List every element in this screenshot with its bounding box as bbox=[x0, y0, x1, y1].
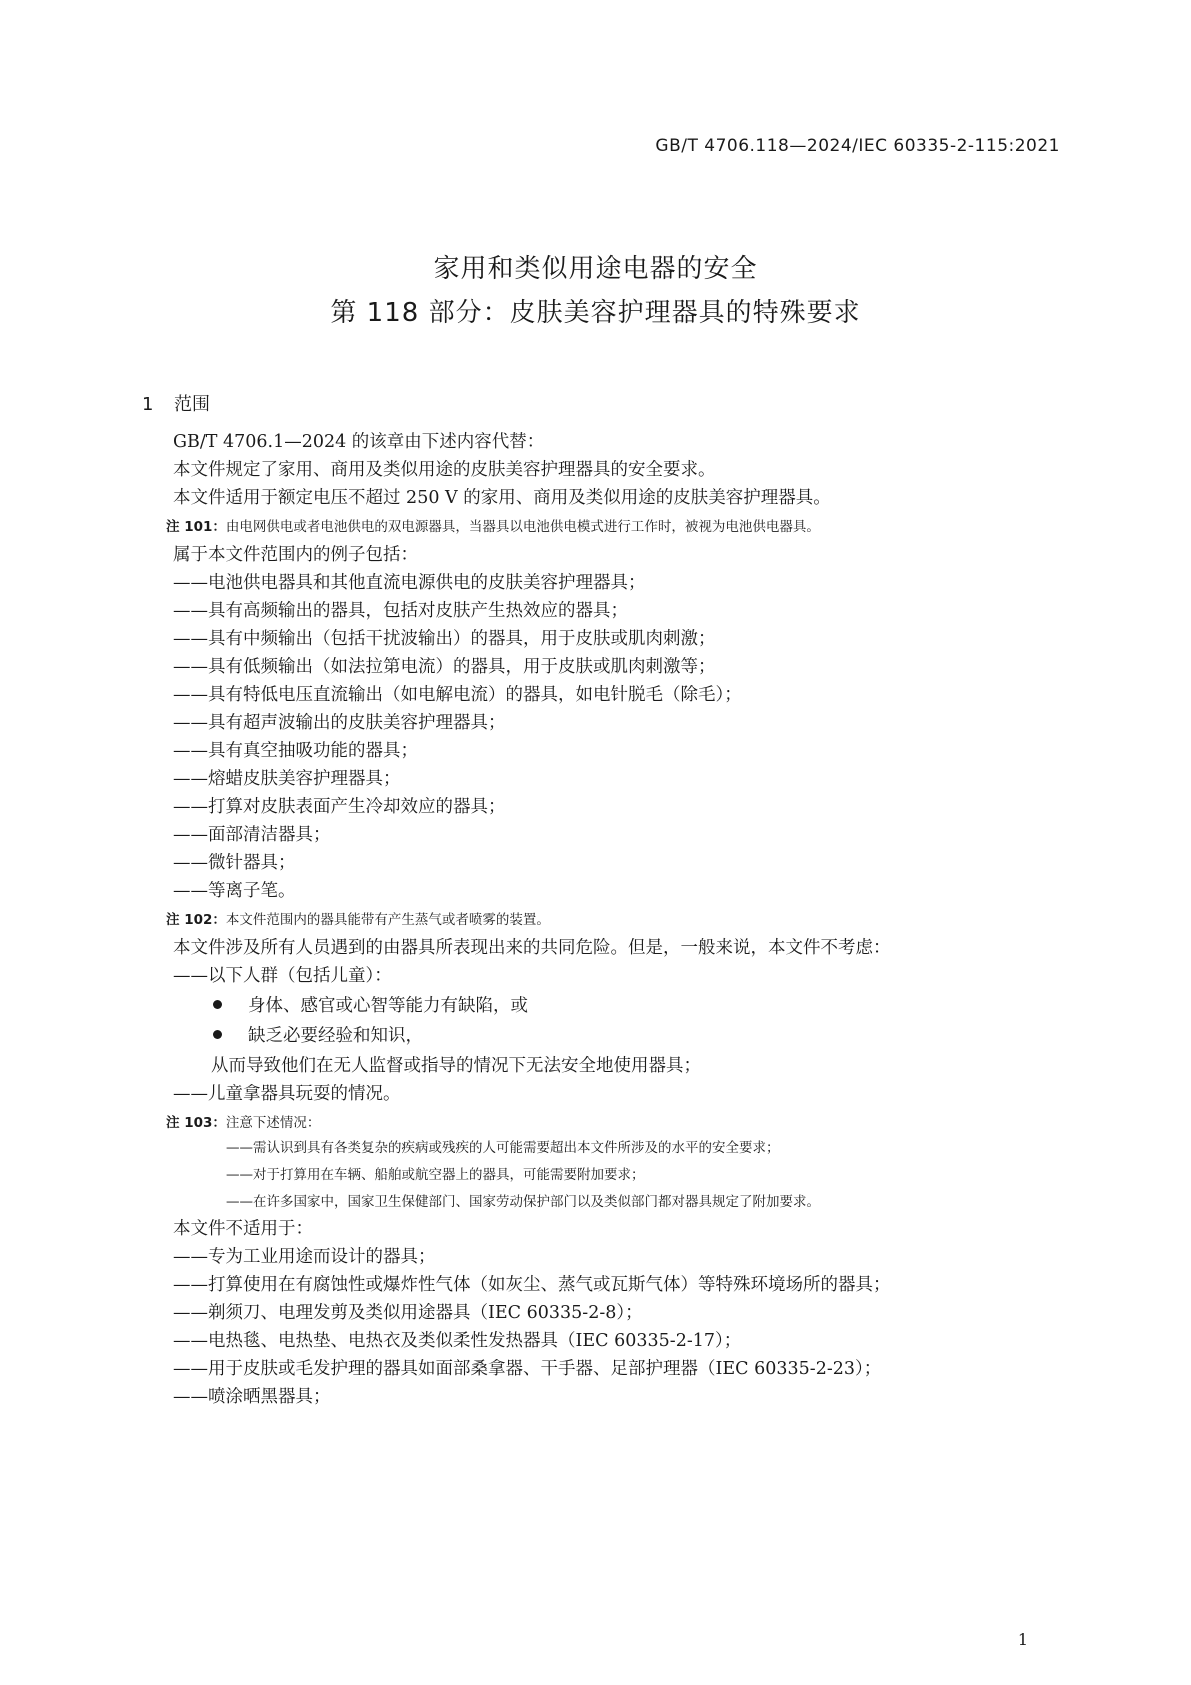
note-label: 注 102： bbox=[166, 912, 226, 928]
list-item: ——喷涂晒黑器具； bbox=[173, 1387, 331, 1407]
note-text: 注意下述情况： bbox=[225, 1115, 321, 1131]
note-label: 注 103： bbox=[166, 1115, 226, 1131]
paragraph: 本文件适用于额定电压不超过 250 V 的家用、商用及类似用途的皮肤美容护理器具。 bbox=[173, 488, 831, 508]
paragraph: 本文件规定了家用、商用及类似用途的皮肤美容护理器具的安全要求。 bbox=[173, 460, 716, 480]
paragraph: 本文件涉及所有人员遇到的由器具所表现出来的共同危险。但是，一般来说，本文件不考虑： bbox=[173, 938, 891, 958]
document-title-line-1: 家用和类似用途电器的安全 bbox=[433, 254, 758, 284]
note-label: 注 101： bbox=[166, 519, 226, 535]
note-text: 由电网供电或者电池供电的双电源器具，当器具以电池供电模式进行工作时，被视为电池供电器具。 bbox=[225, 519, 820, 535]
paragraph: 本文件不适用于： bbox=[173, 1219, 313, 1239]
list-item: ——具有真空抽吸功能的器具； bbox=[173, 741, 418, 761]
note-list-item: ——在许多国家中，国家卫生保健部门、国家劳动保护部门以及类似部门都对器具规定了附加要求。 bbox=[226, 1194, 820, 1210]
note-text: 本文件范围内的器具能带有产生蒸气或者喷雾的装置。 bbox=[225, 912, 550, 928]
list-item: ——专为工业用途而设计的器具； bbox=[173, 1247, 436, 1267]
section-title: 范围 bbox=[174, 394, 210, 415]
list-item: ——打算使用在有腐蚀性或爆炸性气体（如灰尘、蒸气或瓦斯气体）等特殊环境场所的器具； bbox=[173, 1275, 891, 1295]
list-item: ——具有中频输出（包括干扰波输出）的器具，用于皮肤或肌肉刺激； bbox=[173, 629, 716, 649]
note-102 bbox=[166, 908, 550, 928]
bullet-item bbox=[213, 1022, 423, 1047]
document-title-line-2: 第 118 部分：皮肤美容护理器具的特殊要求 bbox=[330, 298, 861, 328]
list-item: ——熔蜡皮肤美容护理器具； bbox=[173, 769, 401, 789]
list-item: ——打算对皮肤表面产生冷却效应的器具； bbox=[173, 797, 506, 817]
bullet-text: 身体、感官或心智等能力有缺陷，或 bbox=[248, 996, 528, 1016]
list-item: ——面部清洁器具； bbox=[173, 825, 331, 845]
list-item: ——微针器具； bbox=[173, 853, 296, 873]
section-heading bbox=[142, 390, 210, 416]
bullet-dot-icon bbox=[213, 1000, 222, 1009]
note-103 bbox=[166, 1111, 320, 1131]
list-item: ——具有高频输出的器具，包括对皮肤产生热效应的器具； bbox=[173, 601, 628, 621]
list-item: ——电池供电器具和其他直流电源供电的皮肤美容护理器具； bbox=[173, 573, 646, 593]
bullet-dot-icon bbox=[213, 1030, 222, 1039]
list-item: ——电热毯、电热垫、电热衣及类似柔性发热器具（IEC 60335-2-17）； bbox=[173, 1331, 742, 1351]
bullet-text: 缺乏必要经验和知识， bbox=[248, 1026, 423, 1046]
note-101 bbox=[166, 515, 820, 535]
section-number: 1 bbox=[142, 394, 154, 415]
paragraph: 从而导致他们在无人监督或指导的情况下无法安全地使用器具； bbox=[211, 1056, 701, 1076]
list-item: ——具有低频输出（如法拉第电流）的器具，用于皮肤或肌肉刺激等； bbox=[173, 657, 716, 677]
page-number: 1 bbox=[1017, 1630, 1028, 1649]
list-item: ——等离子笔。 bbox=[173, 881, 296, 901]
list-item: ——用于皮肤或毛发护理的器具如面部桑拿器、干手器、足部护理器（IEC 60335-2-23）； bbox=[173, 1359, 882, 1379]
list-item: ——剃须刀、电理发剪及类似用途器具（IEC 60335-2-8）； bbox=[173, 1303, 643, 1323]
list-item: ——以下人群（包括儿童）： bbox=[173, 966, 392, 986]
bullet-item bbox=[213, 992, 528, 1017]
paragraph: 属于本文件范围内的例子包括： bbox=[173, 545, 418, 565]
list-item: ——儿童拿器具玩耍的情况。 bbox=[173, 1084, 401, 1104]
paragraph: GB/T 4706.1—2024 的该章由下述内容代替： bbox=[173, 432, 545, 452]
list-item: ——具有超声波输出的皮肤美容护理器具； bbox=[173, 713, 506, 733]
note-list-item: ——对于打算用在车辆、船舶或航空器上的器具，可能需要附加要求； bbox=[226, 1167, 645, 1183]
list-item: ——具有特低电压直流输出（如电解电流）的器具，如电针脱毛（除毛）； bbox=[173, 685, 742, 705]
note-list-item: ——需认识到具有各类复杂的疾病或残疾的人可能需要超出本文件所涉及的水平的安全要求； bbox=[226, 1140, 780, 1156]
standard-number: GB/T 4706.118—2024/IEC 60335-2-115:2021 bbox=[655, 136, 1060, 156]
